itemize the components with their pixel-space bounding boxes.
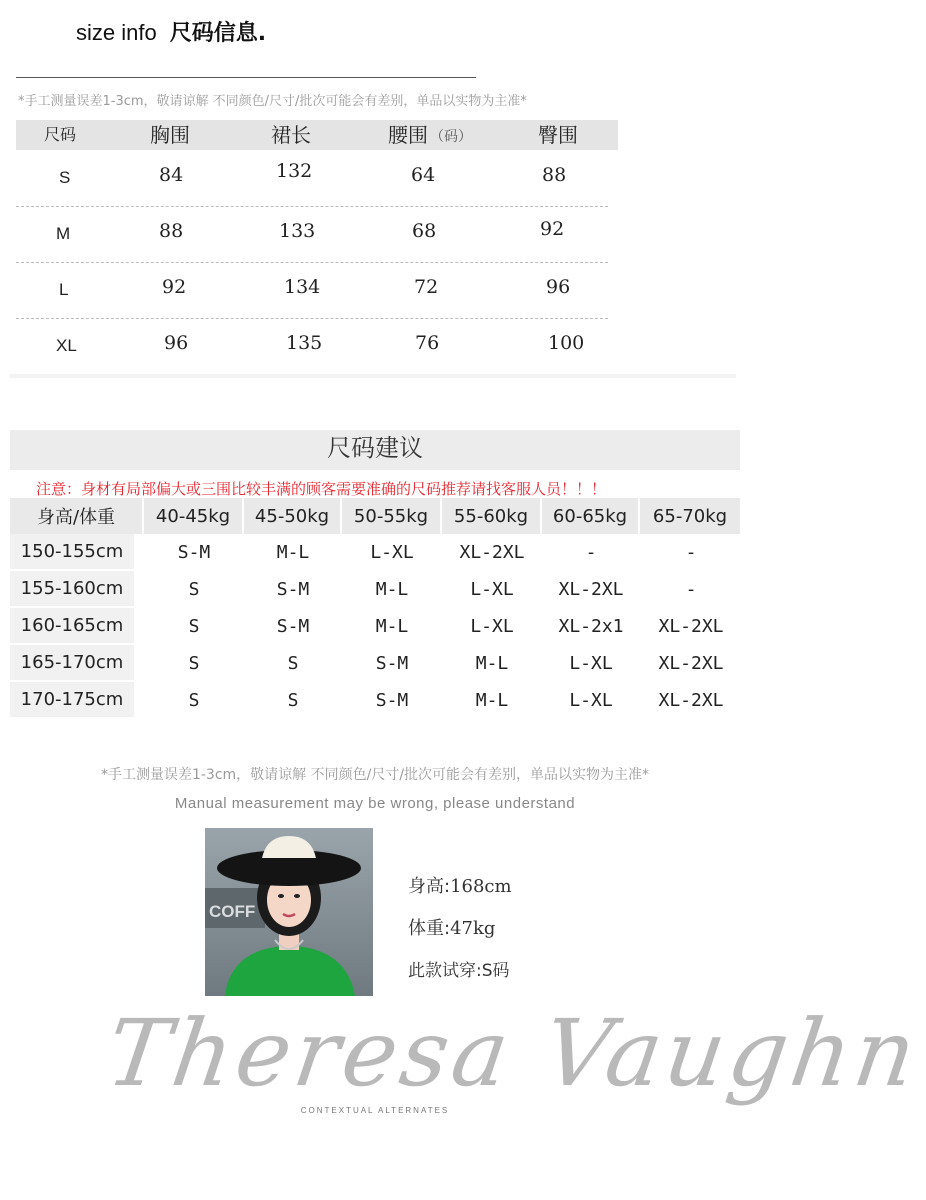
rec-cell: M-L bbox=[475, 690, 509, 711]
col-chest: 胸围 bbox=[150, 123, 190, 147]
cell-chest: 96 bbox=[164, 332, 189, 354]
cell-hip: 92 bbox=[540, 218, 565, 240]
rec-cell: XL-2XL bbox=[658, 653, 724, 674]
cell-size: XL bbox=[56, 336, 77, 355]
table-row bbox=[10, 534, 742, 571]
rec-cell: XL-2XL bbox=[459, 542, 525, 563]
table-row bbox=[10, 571, 742, 608]
model-tried-size bbox=[408, 956, 510, 981]
col-waist-unit: （码） bbox=[430, 129, 472, 145]
rec-cell: - bbox=[685, 579, 697, 600]
cell-length: 134 bbox=[284, 276, 321, 298]
weight-header: 40-45kg bbox=[144, 498, 244, 534]
table-row bbox=[10, 608, 742, 645]
weight-header: 65-70kg bbox=[640, 498, 742, 534]
cell-chest: 84 bbox=[159, 164, 184, 186]
weight-header: 55-60kg bbox=[442, 498, 542, 534]
title-en: size info bbox=[76, 20, 157, 45]
page-title bbox=[76, 16, 266, 47]
col-size: 尺码 bbox=[44, 125, 77, 144]
table-row bbox=[10, 682, 742, 719]
recommend-table bbox=[10, 498, 742, 719]
rec-cell: S bbox=[188, 690, 200, 711]
col-length: 裙长 bbox=[271, 123, 311, 147]
rec-cell: - bbox=[685, 542, 697, 563]
cell-length: 132 bbox=[276, 160, 313, 182]
cell-hip: 88 bbox=[542, 164, 567, 186]
col-waist: 腰围 bbox=[388, 123, 428, 147]
photo-sign-text: COFF bbox=[209, 902, 256, 921]
rec-cell: S-M bbox=[276, 579, 310, 600]
rec-cell: M-L bbox=[375, 579, 409, 600]
rec-cell: S-M bbox=[375, 690, 409, 711]
cell-size: S bbox=[59, 168, 71, 187]
model-tried-value: S码 bbox=[481, 961, 510, 981]
cell-waist: 68 bbox=[412, 220, 437, 242]
rec-cell: XL-2XL bbox=[558, 579, 624, 600]
model-tried-label: 此款试穿: bbox=[408, 961, 482, 981]
table-row bbox=[16, 262, 608, 319]
rec-cell: L-XL bbox=[370, 542, 414, 563]
cell-chest: 92 bbox=[162, 276, 187, 298]
cell-chest: 88 bbox=[159, 220, 184, 242]
cell-length: 135 bbox=[286, 332, 323, 354]
cell-length: 133 bbox=[279, 220, 316, 242]
cell-hip: 100 bbox=[548, 332, 585, 354]
rec-cell: S-M bbox=[276, 616, 310, 637]
rec-cell: L-XL bbox=[470, 579, 514, 600]
height-cell: 170-175cm bbox=[10, 682, 134, 719]
cell-size: M bbox=[56, 224, 71, 243]
brand-subtitle: CONTEXTUAL ALTERNATES bbox=[300, 1106, 450, 1115]
rec-cell: S bbox=[188, 653, 200, 674]
weight-header: 50-55kg bbox=[342, 498, 442, 534]
rec-cell: S-M bbox=[375, 653, 409, 674]
rec-cell: S-M bbox=[177, 542, 211, 563]
rec-cell: XL-2XL bbox=[658, 616, 724, 637]
footer-note-en: Manual measurement may be wrong, please understand bbox=[174, 795, 576, 812]
height-cell: 150-155cm bbox=[10, 534, 134, 571]
model-height-value: 168cm bbox=[450, 876, 512, 897]
cell-waist: 76 bbox=[415, 332, 440, 354]
model-height-label: 身高: bbox=[408, 876, 451, 897]
rec-cell: S bbox=[188, 616, 200, 637]
rec-cell: L-XL bbox=[470, 616, 514, 637]
model-weight bbox=[408, 914, 495, 940]
table-row bbox=[16, 150, 608, 207]
rec-cell: XL-2XL bbox=[658, 690, 724, 711]
rec-cell: S bbox=[287, 653, 299, 674]
rec-cell: S bbox=[287, 690, 299, 711]
footer-note-cn: *手工测量误差1-3cm，敬请谅解 不同颜色/尺寸/批次可能会有差别，单品以实物为主准* bbox=[100, 767, 650, 783]
height-cell: 160-165cm bbox=[10, 608, 134, 645]
model-height bbox=[408, 872, 512, 898]
cell-waist: 72 bbox=[414, 276, 439, 298]
weight-header: 60-65kg bbox=[542, 498, 640, 534]
weight-header: 45-50kg bbox=[244, 498, 342, 534]
model-photo bbox=[205, 828, 373, 996]
rec-cell: XL-2x1 bbox=[558, 616, 624, 637]
brand-logo: Theresa Vaughn bbox=[100, 1000, 926, 1107]
cell-hip: 96 bbox=[546, 276, 571, 298]
rec-cell: - bbox=[585, 542, 597, 563]
rec-cell: L-XL bbox=[569, 653, 613, 674]
recommend-header-row bbox=[10, 498, 742, 534]
recommend-warning: 注意：身材有局部偏大或三围比较丰满的顾客需要准确的尺码推荐请找客服人员！！！ bbox=[36, 480, 607, 498]
cell-waist: 64 bbox=[411, 164, 436, 186]
recommend-title: 尺码建议 bbox=[10, 430, 740, 470]
rec-cell: M-L bbox=[276, 542, 310, 563]
height-cell: 165-170cm bbox=[10, 645, 134, 682]
rec-cell: M-L bbox=[375, 616, 409, 637]
corner-cell: 身高/体重 bbox=[10, 498, 144, 534]
col-hip: 臀围 bbox=[538, 123, 578, 147]
model-weight-label: 体重: bbox=[408, 918, 451, 939]
table-row bbox=[16, 206, 608, 263]
cell-size: L bbox=[59, 280, 69, 299]
rec-cell: S bbox=[188, 579, 200, 600]
measurement-note: *手工测量误差1-3cm，敬请谅解 不同颜色/尺寸/批次可能会有差别，单品以实物为主准* bbox=[18, 94, 527, 109]
rec-cell: L-XL bbox=[569, 690, 613, 711]
rec-cell: M-L bbox=[475, 653, 509, 674]
model-weight-value: 47kg bbox=[450, 918, 496, 939]
table-row bbox=[10, 645, 742, 682]
size-table-header bbox=[16, 120, 618, 150]
title-divider bbox=[16, 77, 476, 78]
faded-row-band bbox=[10, 374, 736, 428]
table-row bbox=[16, 318, 608, 375]
height-cell: 155-160cm bbox=[10, 571, 134, 608]
title-cn: 尺码信息. bbox=[169, 21, 267, 46]
